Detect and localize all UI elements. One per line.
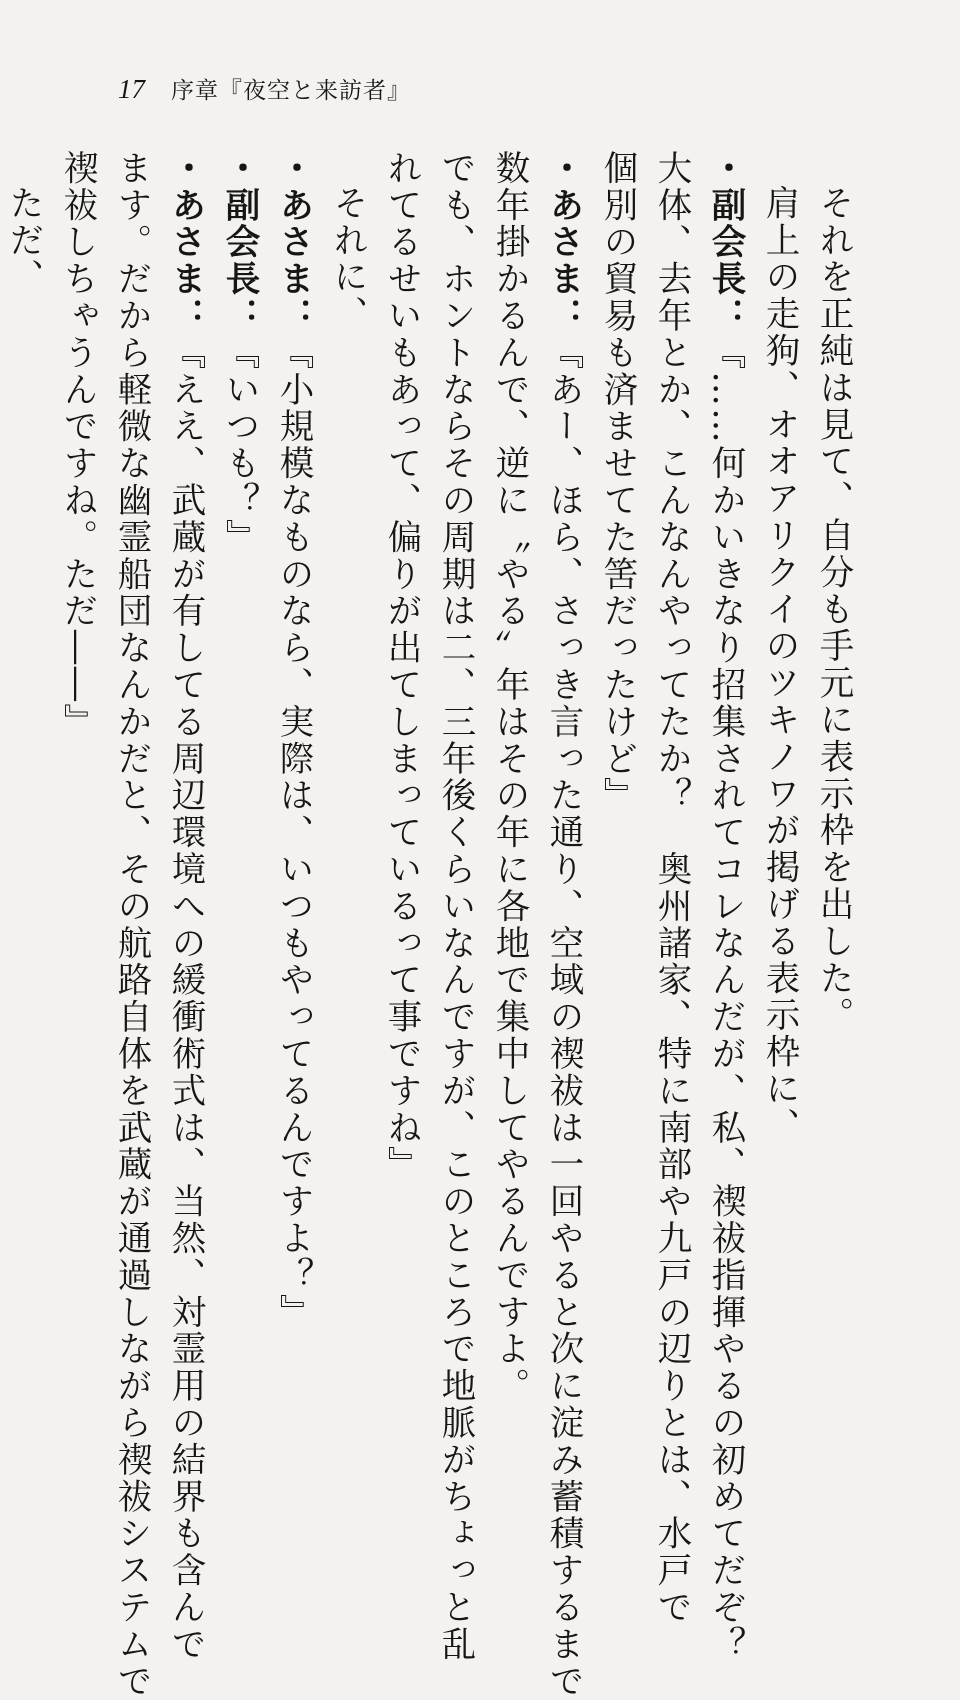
line-text: 『いつも？』 [219,334,259,556]
text-line [104,150,158,1700]
line-text: それを正純は見て、自分も手元に表示枠を出した。 [813,184,853,1034]
text-line [320,150,374,1330]
vertical-body-text [3,150,860,1700]
text-line [752,150,806,1330]
line-text: 数年掛かるんで、逆に〝やる〟年はその年に各地で集中してやるんですよ。 [489,150,529,1405]
text-line [158,150,212,1663]
text-line [212,150,266,1330]
page-header [118,72,411,112]
speaker-label: ・あさま： [543,150,583,335]
text-line [428,150,482,1663]
line-text: ただ、 [3,184,43,296]
line-text: 個別の貿易も済ませてた筈だったけど』 [597,150,637,815]
text-line [698,150,752,1663]
line-text: 禊祓しちゃうんですね。ただ――』 [57,150,97,741]
line-text: 『小規模なものなら、実際は、いつもやってるんですよ？』 [273,334,313,1331]
line-text: 『……何かいきなり招集されてコレなんだが、私、禊祓指揮やるの初めてだぞ？ [705,334,745,1663]
line-text: 『あー、ほら、さっき言った通り、空域の禊祓は一回やると次に淀み蓄積するまで [543,334,583,1700]
line-text: れてるせいもあって、偏りが出てしまっているって事ですね』 [381,150,421,1184]
line-text: 肩上の走狗、オオアリクイのツキノワが掲げる表示枠に、 [759,184,799,1144]
speaker-label: ・あさま： [273,150,313,335]
text-line [590,150,644,1330]
text-line [536,150,590,1700]
speaker-label: ・副会長： [705,150,745,335]
speaker-label: ・あさま： [165,150,205,335]
line-text: 『ええ、武蔵が有してる周辺環境への緩衝術式は、当然、対霊用の結界も含んで [165,334,205,1663]
page-number: 17 [118,74,145,104]
text-line [50,150,104,1330]
text-line [374,150,428,1330]
speaker-label: ・副会長： [219,150,259,335]
line-text: ます。だから軽微な幽霊船団なんかだと、その航路自体を武蔵が通過しながら禊祓システムで [111,150,151,1700]
line-text: 大体、去年とか、こんなんやってたか？ 奥州諸家、特に南部や九戸の辺りとは、水戸で [651,150,691,1626]
text-line [266,150,320,1330]
text-line [644,150,698,1626]
text-line [0,150,50,1330]
text-line [482,150,536,1405]
text-line [806,150,860,1330]
chapter-title: 序章『夜空と来訪者』 [171,78,411,104]
line-text: でも、ホントならその周期は二、三年後くらいなんですが、このところで地脈がちょっと乱 [435,150,475,1663]
line-text: それに、 [327,184,367,333]
